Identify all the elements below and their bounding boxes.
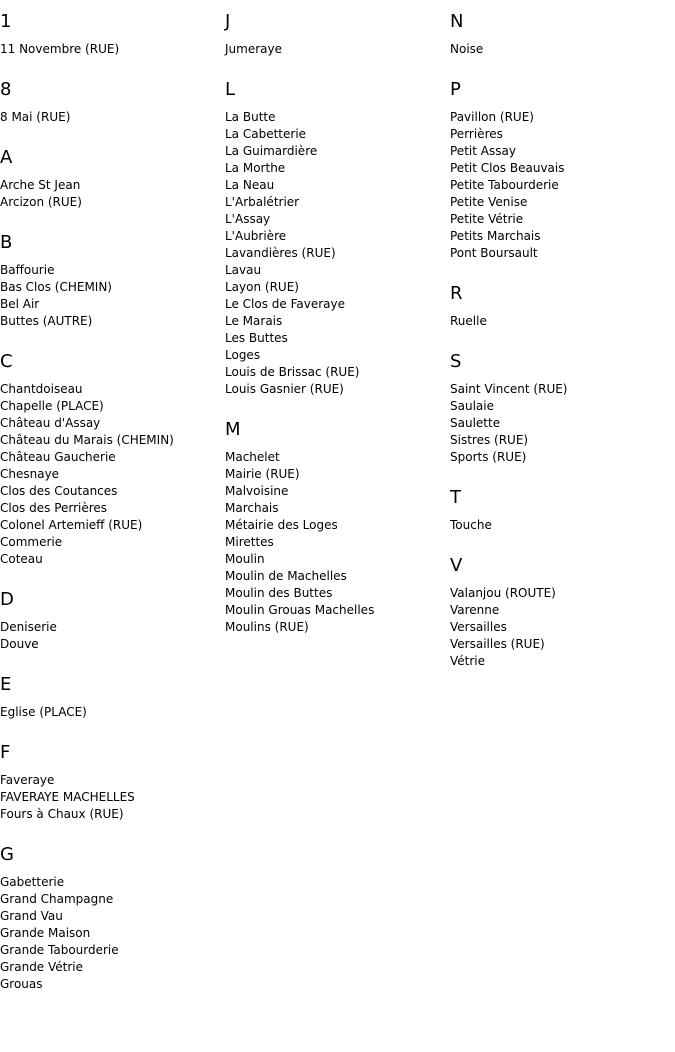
street-link[interactable]: L'Arbalétrier — [225, 195, 300, 209]
letter-heading: M — [225, 419, 241, 440]
street-link[interactable]: Arcizon (RUE) — [0, 195, 82, 209]
street-link[interactable]: Grande Maison — [0, 926, 91, 940]
street-list — [0, 262, 220, 330]
letter-heading: S — [450, 351, 462, 372]
letter-heading: L — [225, 79, 236, 100]
street-link[interactable]: Sistres (RUE) — [450, 433, 529, 447]
street-link[interactable]: Louis de Brissac (RUE) — [225, 365, 360, 379]
street-link[interactable]: La Morthe — [225, 161, 286, 175]
street-link[interactable]: Petit Assay — [450, 144, 516, 158]
street-list — [450, 517, 670, 534]
street-link[interactable]: Les Buttes — [225, 331, 288, 345]
street-list — [450, 109, 670, 262]
street-list — [450, 41, 670, 58]
street-link[interactable]: Versailles — [450, 620, 507, 634]
street-list — [0, 381, 220, 568]
street-link[interactable]: Pavillon (RUE) — [450, 110, 534, 124]
letter-group — [225, 419, 445, 636]
street-list — [450, 585, 670, 670]
street-link[interactable]: Perrières — [450, 127, 503, 141]
street-link[interactable]: Moulin — [225, 552, 265, 566]
street-link[interactable]: Moulin des Buttes — [225, 586, 333, 600]
street-link[interactable]: Bel Air — [0, 297, 40, 311]
street-link[interactable]: Château Gaucherie — [0, 450, 116, 464]
street-link[interactable]: Noise — [450, 42, 484, 56]
street-link[interactable]: Château d'Assay — [0, 416, 101, 430]
street-link[interactable]: Grande Tabourderie — [0, 943, 119, 957]
street-link[interactable]: La Neau — [225, 178, 275, 192]
street-list — [0, 874, 220, 993]
letter-group — [450, 11, 670, 58]
letter-heading: N — [450, 11, 464, 32]
street-link[interactable]: Mairie (RUE) — [225, 467, 300, 481]
street-link[interactable]: Loges — [225, 348, 261, 362]
letter-group — [0, 589, 220, 653]
street-link[interactable]: Colonel Artemieff (RUE) — [0, 518, 143, 532]
street-link[interactable]: FAVERAYE MACHELLES — [0, 790, 135, 804]
letter-group — [225, 79, 445, 398]
street-link[interactable]: Varenne — [450, 603, 500, 617]
letter-group — [450, 351, 670, 466]
street-link[interactable]: Deniserie — [0, 620, 57, 634]
letter-group — [0, 11, 220, 58]
street-link[interactable]: L'Aubrière — [225, 229, 287, 243]
letter-group — [0, 674, 220, 721]
street-link[interactable]: Ruelle — [450, 314, 487, 328]
letter-heading: E — [0, 674, 12, 695]
street-link[interactable]: Marchais — [225, 501, 279, 515]
letter-heading: V — [450, 555, 463, 576]
street-link[interactable]: Petite Venise — [450, 195, 528, 209]
street-link[interactable]: Fours à Chaux (RUE) — [0, 807, 124, 821]
street-list — [225, 109, 445, 398]
street-link[interactable]: Clos des Coutances — [0, 484, 118, 498]
street-link[interactable]: Chesnaye — [0, 467, 60, 481]
letter-heading: R — [450, 283, 463, 304]
street-link[interactable]: Versailles (RUE) — [450, 637, 545, 651]
letter-group — [0, 147, 220, 211]
letter-group — [225, 11, 445, 58]
street-link[interactable]: 8 Mai (RUE) — [0, 110, 71, 124]
letter-heading: T — [450, 487, 461, 508]
street-link[interactable]: Lavandières (RUE) — [225, 246, 336, 260]
street-link[interactable]: La Butte — [225, 110, 276, 124]
letter-group — [0, 351, 220, 568]
letter-heading: 1 — [0, 11, 12, 32]
street-list — [450, 381, 670, 466]
letter-group — [0, 844, 220, 993]
street-link[interactable]: Le Marais — [225, 314, 283, 328]
street-link[interactable]: Lavau — [225, 263, 262, 277]
street-link[interactable]: Saulette — [450, 416, 501, 430]
street-link[interactable]: Petite Tabourderie — [450, 178, 559, 192]
letter-heading: C — [0, 351, 13, 372]
letter-group — [450, 487, 670, 534]
letter-heading: D — [0, 589, 14, 610]
street-link[interactable]: Commerie — [0, 535, 63, 549]
street-link[interactable]: Moulin de Machelles — [225, 569, 347, 583]
street-link[interactable]: Mirettes — [225, 535, 274, 549]
street-link[interactable]: Saint Vincent (RUE) — [450, 382, 568, 396]
street-list — [0, 619, 220, 653]
street-link[interactable]: Petit Clos Beauvais — [450, 161, 565, 175]
street-link[interactable]: La Cabetterie — [225, 127, 307, 141]
street-list — [0, 772, 220, 823]
letter-group — [450, 555, 670, 670]
street-link[interactable]: Touche — [450, 518, 492, 532]
letter-group — [0, 79, 220, 126]
street-link[interactable]: Pont Boursault — [450, 246, 538, 260]
street-link[interactable]: Layon (RUE) — [225, 280, 299, 294]
street-link[interactable]: L'Assay — [225, 212, 271, 226]
street-link[interactable]: Malvoisine — [225, 484, 289, 498]
street-link[interactable]: Le Clos de Faveraye — [225, 297, 346, 311]
street-link[interactable]: Jumeraye — [225, 42, 282, 56]
letter-group — [0, 232, 220, 330]
letter-heading: A — [0, 147, 13, 168]
street-list — [225, 41, 445, 58]
street-link[interactable]: Gabetterie — [0, 875, 65, 889]
street-link[interactable]: Machelet — [225, 450, 280, 464]
street-list — [0, 177, 220, 211]
street-link[interactable]: Vétrie — [450, 654, 486, 668]
street-link[interactable]: Arche St Jean — [0, 178, 81, 192]
street-link[interactable]: Métairie des Loges — [225, 518, 338, 532]
street-index-column-1 — [0, 11, 220, 1014]
letter-group — [450, 79, 670, 262]
street-link[interactable]: Douve — [0, 637, 39, 651]
street-link[interactable]: Grand Vau — [0, 909, 63, 923]
street-link[interactable]: Louis Gasnier (RUE) — [225, 382, 344, 396]
street-link[interactable]: Baffourie — [0, 263, 55, 277]
letter-heading: P — [450, 79, 461, 100]
street-link[interactable]: Grande Vétrie — [0, 960, 84, 974]
letter-heading: F — [0, 742, 11, 763]
street-link[interactable]: Faveraye — [0, 773, 55, 787]
street-link[interactable]: Moulins (RUE) — [225, 620, 309, 634]
street-link[interactable]: Eglise (PLACE) — [0, 705, 87, 719]
street-link[interactable]: Bas Clos (CHEMIN) — [0, 280, 112, 294]
street-link[interactable]: Grouas — [0, 977, 43, 991]
street-list — [0, 41, 220, 58]
street-link[interactable]: Moulin Grouas Machelles — [225, 603, 375, 617]
letter-heading: J — [225, 11, 231, 32]
street-link[interactable]: Chantdoiseau — [0, 382, 83, 396]
street-link[interactable]: Buttes (AUTRE) — [0, 314, 93, 328]
street-link[interactable]: Petite Vétrie — [450, 212, 524, 226]
street-link[interactable]: 11 Novembre (RUE) — [0, 42, 120, 56]
street-index-column-3 — [450, 11, 670, 691]
letter-group — [0, 742, 220, 823]
street-link[interactable]: Petits Marchais — [450, 229, 541, 243]
street-link[interactable]: Clos des Perrières — [0, 501, 108, 515]
street-link[interactable]: Saulaie — [450, 399, 494, 413]
letter-heading: 8 — [0, 79, 12, 100]
street-link[interactable]: Valanjou (ROUTE) — [450, 586, 556, 600]
letter-heading: B — [0, 232, 13, 253]
letter-group — [450, 283, 670, 330]
street-index-column-2 — [225, 11, 445, 657]
street-list — [450, 313, 670, 330]
street-link[interactable]: Sports (RUE) — [450, 450, 527, 464]
street-link[interactable]: Chapelle (PLACE) — [0, 399, 104, 413]
street-link[interactable]: Château du Marais (CHEMIN) — [0, 433, 174, 447]
street-link[interactable]: La Guimardière — [225, 144, 318, 158]
street-list — [0, 109, 220, 126]
street-list — [225, 449, 445, 636]
street-link[interactable]: Coteau — [0, 552, 43, 566]
street-link[interactable]: Grand Champagne — [0, 892, 114, 906]
street-list — [0, 704, 220, 721]
letter-heading: G — [0, 844, 14, 865]
